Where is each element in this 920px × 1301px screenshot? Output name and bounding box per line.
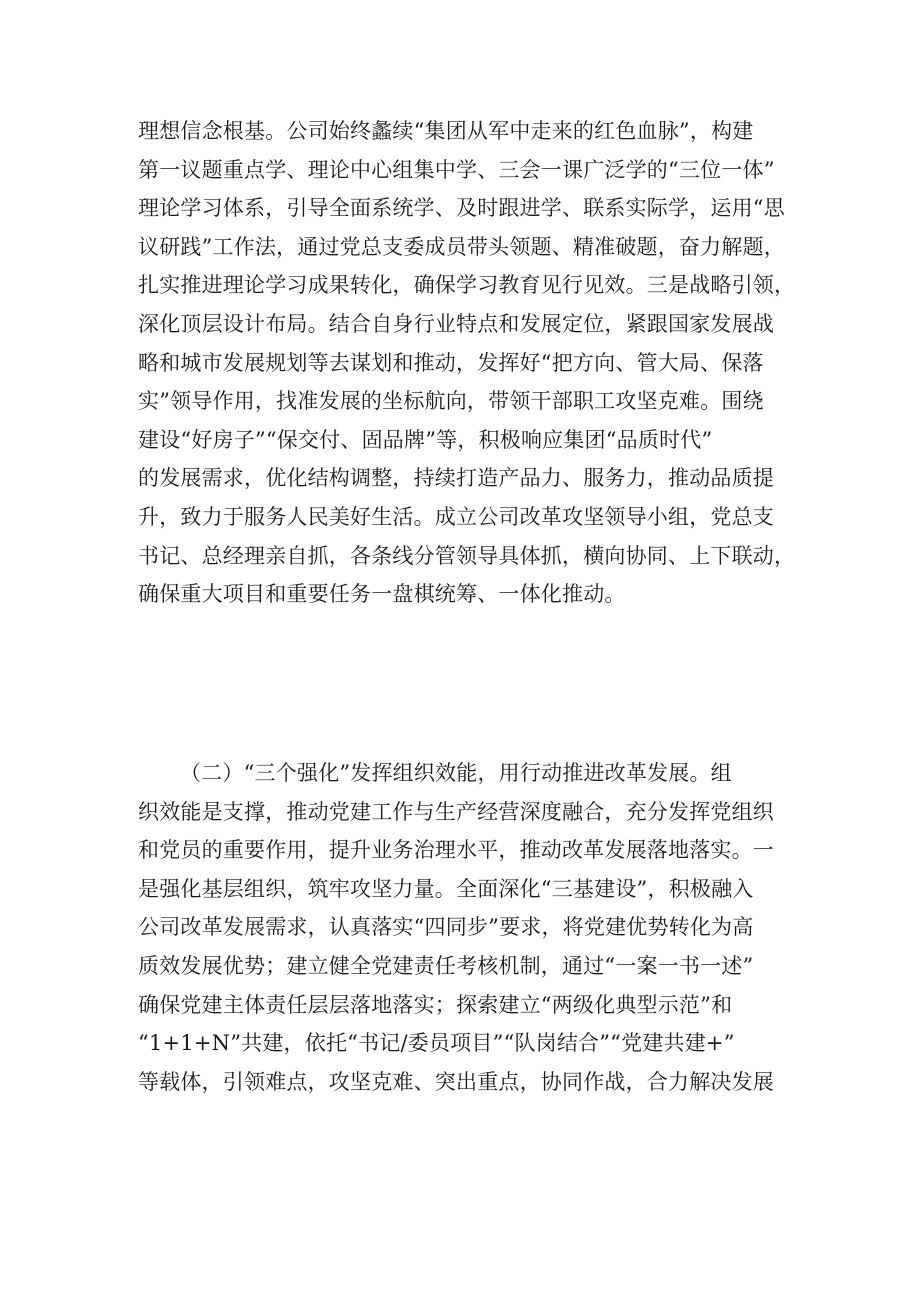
paragraph-line-first: （二）“三个强化”发挥组织效能，用行动推进改革发展。组 (180, 761, 732, 785)
paragraph-line: 略和城市发展规划等去谋划和推动，发挥好“把方向、管大局、保落 (138, 350, 764, 375)
paragraph-line: 确保重大项目和重要任务一盘棋统筹、一体化推动。 (138, 582, 626, 607)
paragraph-line: 升，致力于服务人民美好生活。成立公司改革攻坚领导小组，党总支 (138, 504, 774, 529)
paragraph-line: 是强化基层组织，筑牢攻坚力量。全面深化“三基建设”，积极融入 (138, 876, 754, 901)
paragraph-line: 的发展需求，优化结构调整，持续打造产品力、服务力，推动品质提 (138, 466, 774, 491)
paragraph-2 (138, 754, 788, 1101)
paragraph-line: 质效发展优势；建立健全党建责任考核机制，通过“一案一书一述” (138, 953, 754, 978)
paragraph-line: 议研践”工作法，通过党总支委成员带头领题、精准破题，奋力解题， (138, 234, 785, 259)
paragraph-line: 建设“好房子”“保交付、固品牌”等，积极响应集团“品质时代” (138, 427, 713, 452)
paragraph-line: 等载体，引领难点，攻坚克难、突出重点，协同作战，合力解决发展 (138, 1069, 774, 1094)
paragraph-line: 第一议题重点学、理论中心组集中学、三会一课广泛学的“三位一体” (138, 157, 775, 182)
paragraph-line: 织效能是支撑，推动党建工作与生产经营深度融合，充分发挥党组织 (138, 799, 774, 824)
paragraph-line: 公司改革发展需求，认真落实“四同步”要求，将党建优势转化为高 (138, 915, 754, 940)
paragraph-line: 确保党建主体责任层层落地落实；探索建立“两级化典型示范”和 (138, 992, 733, 1017)
paragraph-line: 深化顶层设计布局。结合自身行业特点和发展定位，紧跟国家发展战 (138, 311, 774, 336)
paragraph-line: 和党员的重要作用，提升业务治理水平，推动改革发展落地落实。一 (138, 838, 774, 863)
paragraph-line: “1+1+N”共建，依托“书记/委员项目”“队岗结合”“党建共建+” (138, 1031, 735, 1056)
paragraph-line: 扎实推进理论学习成果转化，确保学习教育见行见效。三是战略引领， (138, 273, 796, 298)
paragraph-line: 理想信念根基。公司始终蠡续“集团从军中走来的红色血脉”，构建 (138, 119, 754, 143)
paragraph-1 (138, 112, 796, 614)
paragraph-line: 实”领导作用，找准发展的坐标航向，带领干部职工攻坚克难。围绕 (138, 389, 764, 414)
paragraph-line: 书记、总经理亲自抓，各条线分管领导具体抓，横向协同、上下联动， (138, 543, 796, 568)
paragraph-line: 理论学习体系，引导全面系统学、及时跟进学、联系实际学，运用“思 (138, 196, 785, 221)
